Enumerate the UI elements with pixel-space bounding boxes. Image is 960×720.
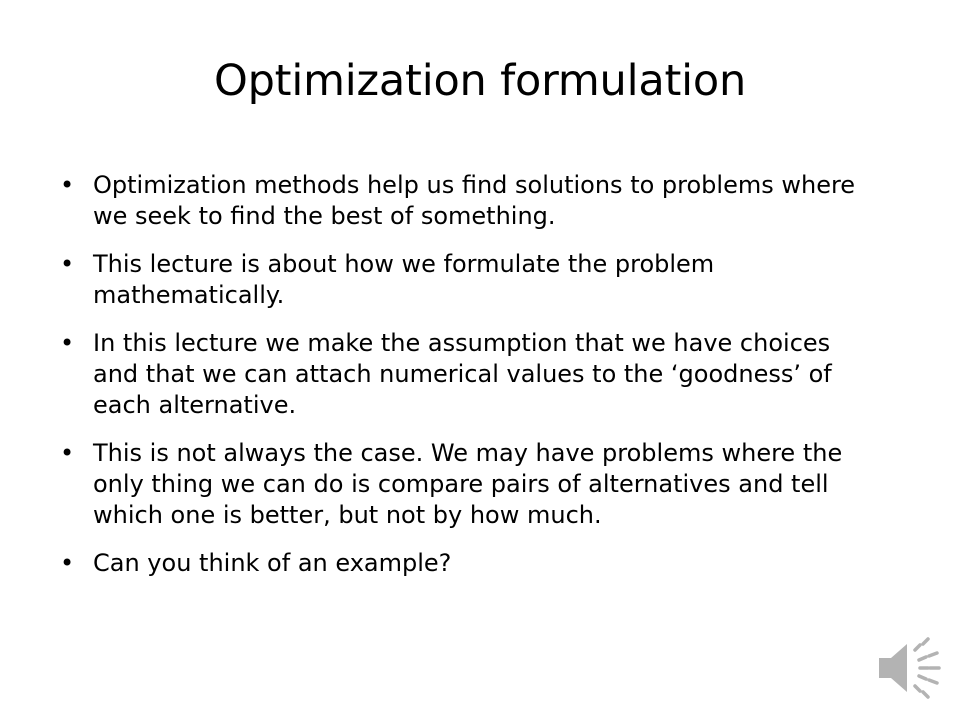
bullet-glyph: • xyxy=(60,250,75,278)
bullet-item xyxy=(60,438,880,531)
bullet-glyph: • xyxy=(60,549,75,577)
bullet-text: In this lecture we make the assumption that we have choices and that we can attach numerical values to the ‘goodness’ of each alternative. xyxy=(93,329,832,419)
bullet-text: Can you think of an example? xyxy=(93,549,452,577)
bullet-item xyxy=(60,170,880,232)
bullet-glyph: • xyxy=(60,439,75,467)
bullet-text: This lecture is about how we formulate the problem mathematically. xyxy=(93,250,715,309)
slide-title: Optimization formulation xyxy=(213,56,747,106)
bullet-list xyxy=(60,170,880,596)
bullet-text: Optimization methods help us find solutions to problems where we seek to find the best of something. xyxy=(93,171,856,230)
bullet-glyph: • xyxy=(60,171,75,199)
bullet-item xyxy=(60,548,880,579)
bullet-item xyxy=(60,328,880,421)
bullet-item xyxy=(60,249,880,311)
bullet-text: This is not always the case. We may have problems where the only thing we can do is compare pairs of alternatives and tell which one is better, but not by how much. xyxy=(93,439,843,529)
bullet-glyph: • xyxy=(60,329,75,357)
speaker-icon[interactable] xyxy=(873,636,943,700)
